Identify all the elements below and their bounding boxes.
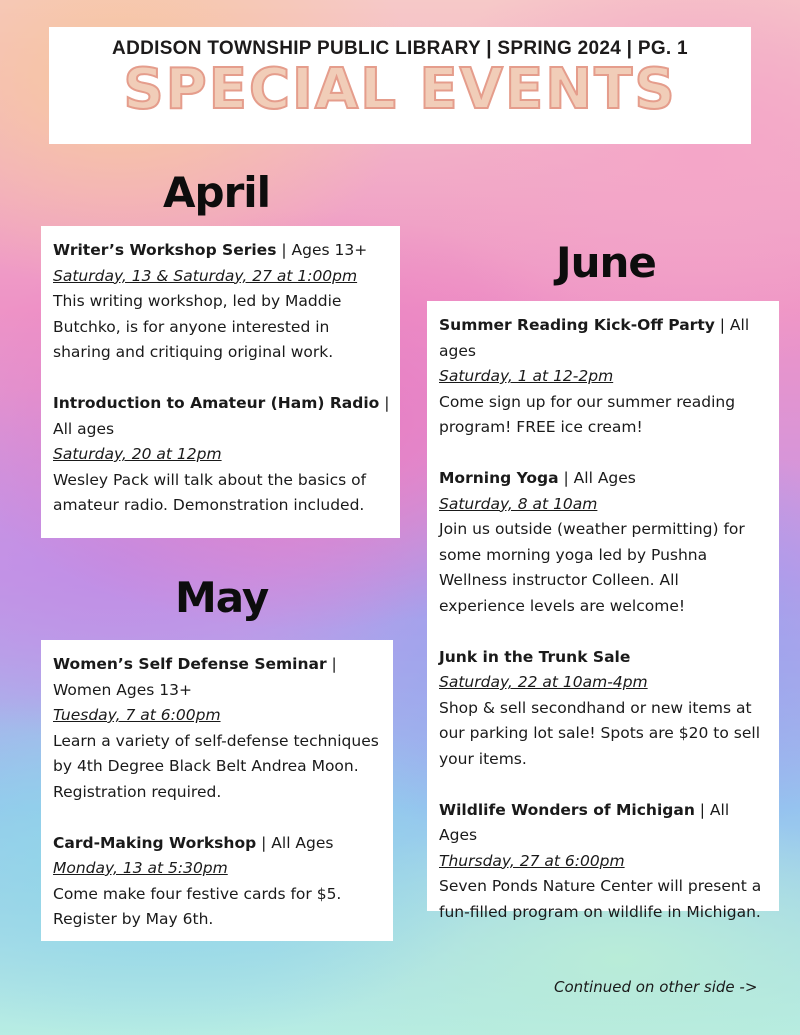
event-date: Saturday, 20 at 12pm xyxy=(53,445,222,463)
continued-note: Continued on other side -> xyxy=(554,978,758,996)
event-title: Junk in the Trunk Sale xyxy=(439,647,631,666)
event-audience: | All Ages xyxy=(256,833,334,852)
event-audience: | All ages xyxy=(439,316,750,360)
event-title: Wildlife Wonders of Michigan xyxy=(439,800,695,819)
event-item xyxy=(53,652,383,805)
event-item xyxy=(439,645,769,773)
event-audience: | Women Ages 13+ xyxy=(53,655,337,699)
event-title: Morning Yoga xyxy=(439,469,559,487)
event-title: Introduction to Amateur (Ham) Radio xyxy=(53,394,380,412)
event-date: Saturday, 1 at 12-2pm xyxy=(439,367,614,385)
event-description: Learn a variety of self-defense techniques by 4th Degree Black Belt Andrea Moon. Registration required. xyxy=(53,731,379,801)
event-audience: | Ages 13+ xyxy=(276,241,368,259)
event-title: Writer’s Workshop Series xyxy=(53,241,277,259)
event-description: Wesley Pack will talk about the basics of amateur radio. Demonstration included. xyxy=(53,470,367,514)
event-date: Saturday, 22 at 10am-4pm xyxy=(439,673,648,691)
june-events-card xyxy=(427,301,779,921)
event-title: Card-Making Workshop xyxy=(53,833,257,852)
event-description: Come sign up for our summer reading program! FREE ice cream! xyxy=(439,392,736,436)
event-description: Join us outside (weather permitting) for some morning yoga led by Pushna Wellness instructor Colleen. All experience levels are welcome! xyxy=(439,520,745,615)
event-date: Saturday, 8 at 10am xyxy=(439,494,598,513)
event-audience: | All Ages xyxy=(439,800,730,844)
event-date: Monday, 13 at 5:30pm xyxy=(53,859,228,877)
event-item xyxy=(439,466,769,619)
event-item xyxy=(53,831,383,933)
header-banner xyxy=(49,27,751,144)
event-item xyxy=(439,798,769,926)
month-heading-june: June xyxy=(556,238,656,287)
page-title: SPECIAL EVENTS xyxy=(123,57,677,122)
event-title: Women’s Self Defense Seminar xyxy=(53,655,327,673)
month-heading-april: April xyxy=(163,168,271,217)
event-date: Thursday, 27 at 6:00pm xyxy=(439,851,625,870)
event-item xyxy=(439,313,769,441)
library-header-line: ADDISON TOWNSHIP PUBLIC LIBRARY | SPRING 2024 | PG. 1 xyxy=(112,38,688,59)
may-events-card xyxy=(41,640,393,941)
event-date: Saturday, 13 & Saturday, 27 at 1:00pm xyxy=(53,266,358,285)
event-title: Summer Reading Kick-Off Party xyxy=(439,316,715,334)
event-item xyxy=(53,391,390,519)
month-heading-may: May xyxy=(175,573,269,622)
event-description: This writing workshop, led by Maddie Butchko, is for anyone interested in sharing and critiquing original work. xyxy=(53,292,342,361)
event-item xyxy=(53,238,390,366)
event-description: Shop & sell secondhand or new items at our parking lot sale! Spots are $20 to sell your items. xyxy=(439,698,760,768)
event-audience: | All ages xyxy=(53,394,390,438)
event-date: Tuesday, 7 at 6:00pm xyxy=(53,706,221,724)
event-description: Come make four festive cards for $5. Register by May 6th. xyxy=(53,884,342,928)
april-events-card xyxy=(41,226,400,538)
event-description: Seven Ponds Nature Center will present a fun-filled program on wildlife in Michigan. xyxy=(439,877,762,921)
event-audience: | All Ages xyxy=(558,469,636,487)
